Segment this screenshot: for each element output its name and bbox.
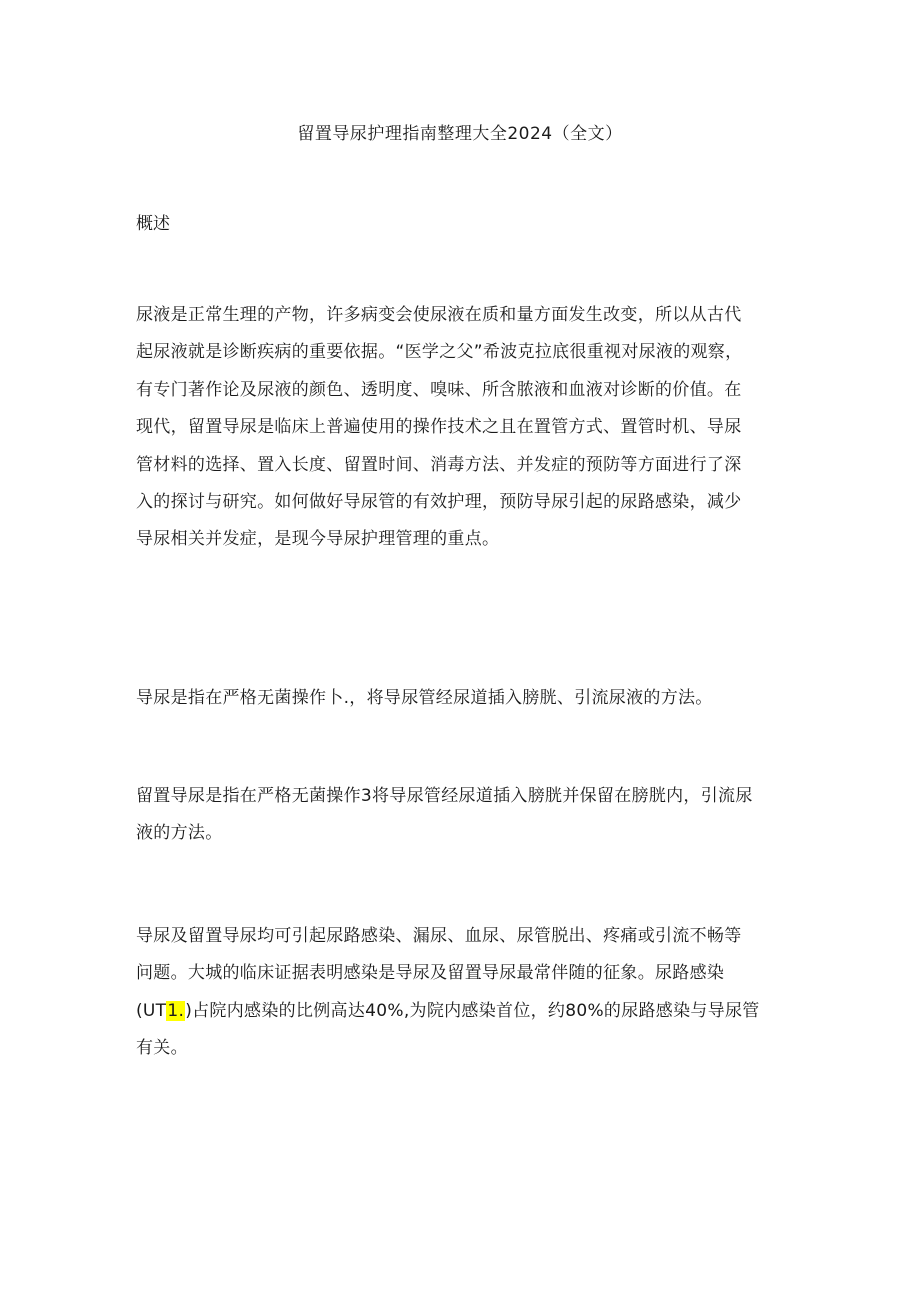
- paragraph-line: 导尿及留置导尿均可引起尿路感染、漏尿、血尿、尿管脱出、疼痛或引流不畅等: [136, 926, 742, 946]
- paragraph-indwelling-definition: [136, 778, 796, 853]
- paragraph-line: 起尿液就是诊断疾病的重要依据。“医学之父”希波克拉底很重视对尿液的观察，: [136, 342, 743, 363]
- paragraph-line: 液的方法。: [136, 823, 223, 844]
- paragraph-complications: [136, 918, 796, 1068]
- line-prefix: (UT: [136, 1000, 167, 1021]
- line-suffix: )占院内感染的比例高达40%,为院内感染首位，约80%的尿路感染与导尿管: [185, 1000, 760, 1021]
- paragraph-line: 尿液是正常生理的产物，许多病变会使尿液在质和量方面发生改变，所以从古代: [136, 305, 742, 325]
- paragraph-line: 入的探讨与研究。如何做好导尿管的有效护理，预防导尿引起的尿路感染，减少: [136, 492, 742, 513]
- paragraph-line: 导尿是指在严格无菌操作卜.，将导尿管经尿道插入膀胱、引流尿液的方法。: [136, 688, 713, 708]
- paragraph-line: 现代，留置导尿是临床上普遍使用的操作技术之且在置管方式、置管时机、导尿: [136, 417, 742, 438]
- paragraph-catheterization-definition: [136, 680, 796, 717]
- paragraph-line-highlighted: [136, 993, 796, 1030]
- document-title: 留置导尿护理指南整理大全2024（全文）: [297, 124, 623, 144]
- highlighted-text: 1.: [167, 1000, 185, 1021]
- paragraph-line: 问题。大城的临床证据表明感染是导尿及留置导尿最常伴随的征象。尿路感染: [136, 963, 725, 984]
- paragraph-overview: [136, 297, 796, 559]
- paragraph-line: 有关。: [136, 1038, 188, 1059]
- paragraph-line: 管材料的选择、置入长度、留置时间、消毒方法、并发症的预防等方面进行了深: [136, 454, 742, 475]
- paragraph-line: 留置导尿是指在严格无菌操作3将导尿管经尿道插入膀胱并保留在膀胱内，引流尿: [136, 786, 753, 806]
- paragraph-line: 导尿相关并发症，是现今导尿护理管理的重点。: [136, 529, 500, 550]
- section-heading: 概述: [136, 214, 170, 234]
- paragraph-line: 有专门著作论及尿液的颜色、透明度、嗅味、所含脓液和血液对诊断的价值。在: [136, 379, 742, 400]
